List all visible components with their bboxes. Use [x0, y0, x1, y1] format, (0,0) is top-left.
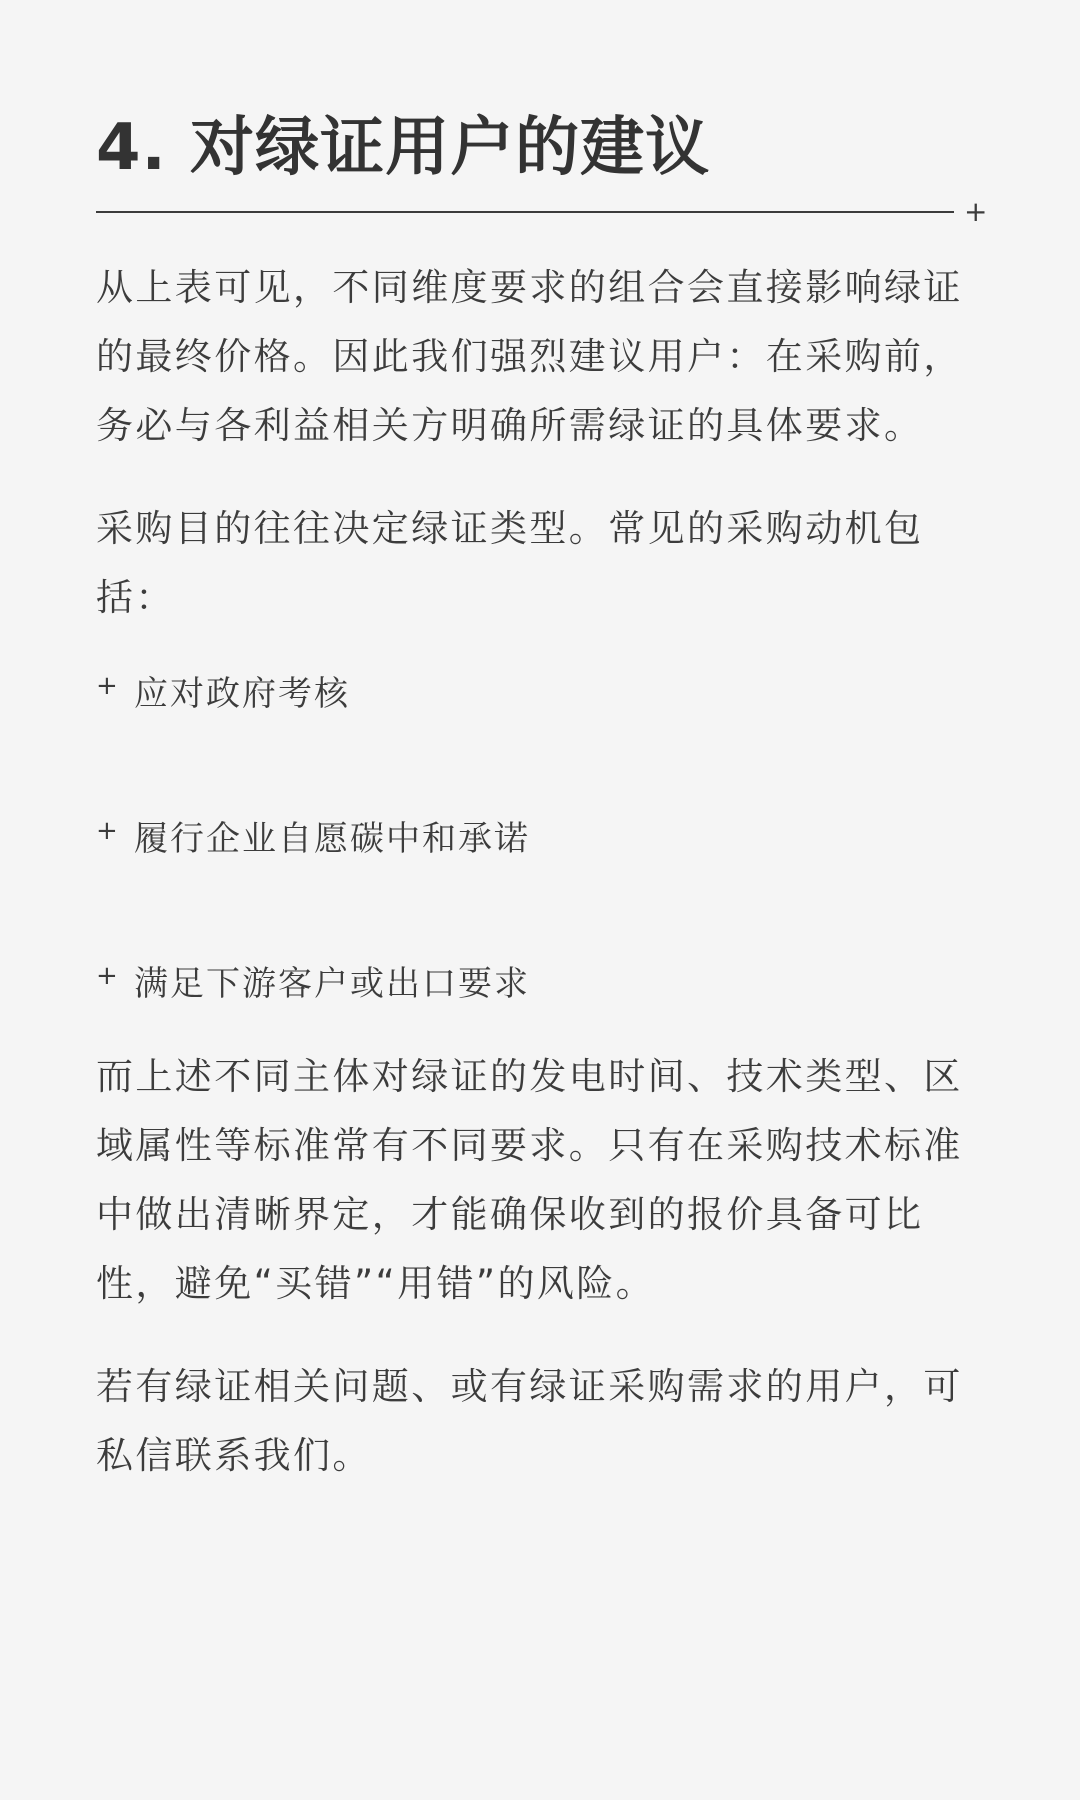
plus-bullet-icon: + [96, 961, 120, 991]
list-item-label: 满足下游客户或出口要求 [134, 964, 530, 1004]
divider-line [96, 211, 954, 213]
contact-paragraph: 若有绿证相关问题、或有绿证采购需求的用户，可私信联系我们。 [96, 1365, 963, 1477]
list-item-label: 履行企业自愿碳中和承诺 [134, 819, 530, 859]
article-page [96, 0, 988, 1490]
list-item [96, 672, 984, 716]
intro-paragraph: 从上表可见，不同维度要求的组合会直接影响绿证的最终价格。因此我们强烈建议用户：在采购前，务必与各利益相关方明确所需绿证的具体要求。 [96, 266, 963, 447]
list-item [96, 962, 984, 1006]
purpose-paragraph: 采购目的往往决定绿证类型。常见的采购动机包括： [96, 507, 924, 619]
standards-paragraph: 而上述不同主体对绿证的发电时间、技术类型、区域属性等标准常有不同要求。只有在采购技术标准中做出清晰界定，才能确保收到的报价具备可比性，避免“买错”“用错”的风险。 [96, 1055, 963, 1305]
section-title: 4. 对绿证用户的建议 [96, 111, 711, 185]
plus-icon: + [964, 195, 988, 228]
plus-bullet-icon: + [96, 671, 120, 701]
motive-list [96, 672, 984, 1006]
plus-bullet-icon: + [96, 816, 120, 846]
list-item [96, 817, 984, 861]
list-item-label: 应对政府考核 [134, 674, 350, 714]
title-divider [96, 195, 988, 228]
